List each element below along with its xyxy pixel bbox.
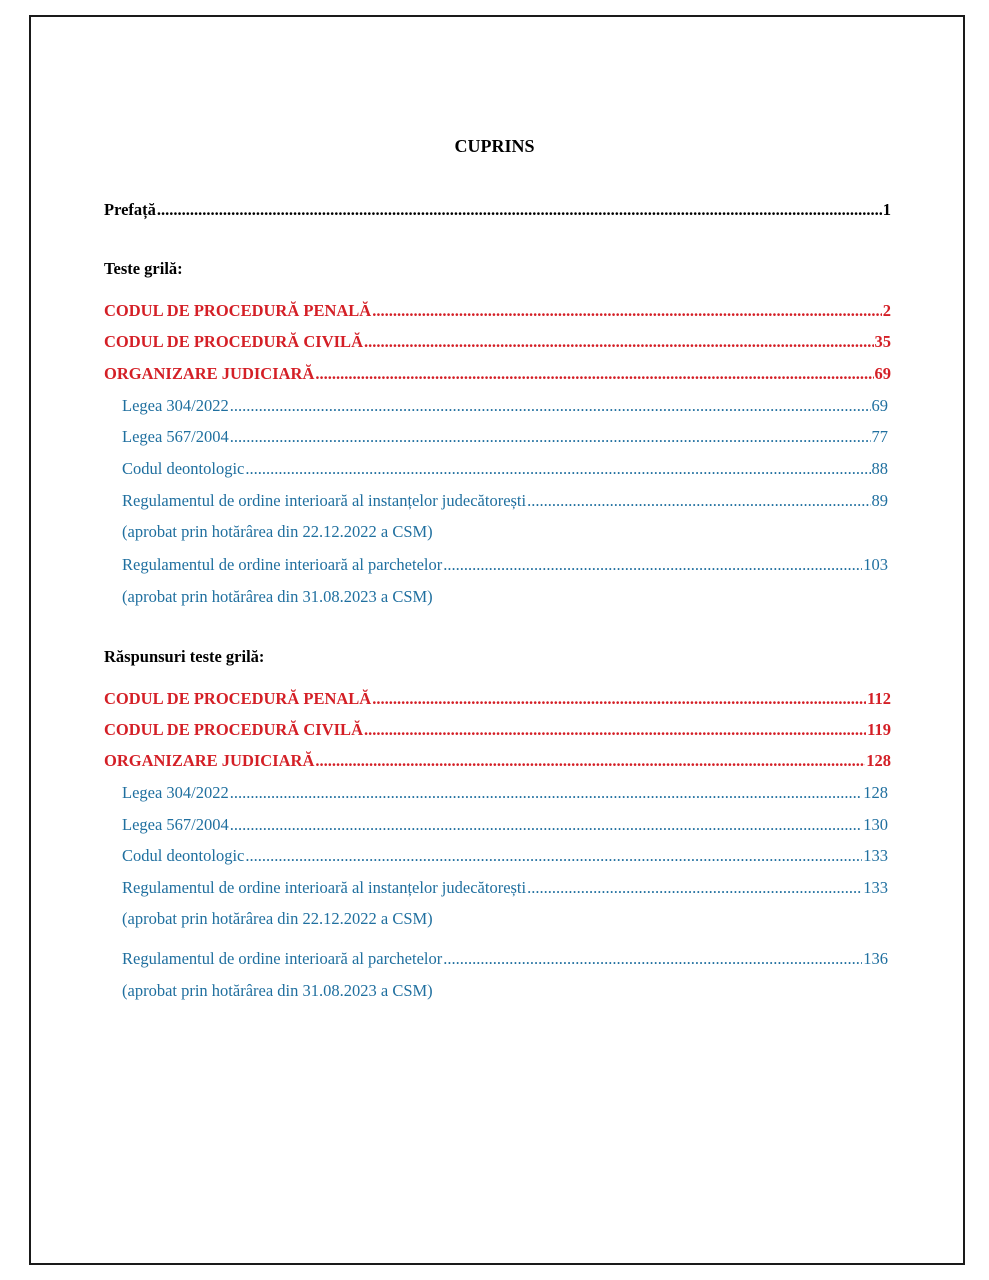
toc-entry-label: Codul deontologic <box>122 846 245 865</box>
toc-page-number: 130 <box>863 815 888 834</box>
toc-entry-label: Regulamentul de ordine interioară al instanțelor judecătorești <box>122 491 527 510</box>
toc-page-number: 69 <box>871 396 888 415</box>
dot-leader <box>315 364 873 384</box>
toc-page-number: 103 <box>863 555 888 574</box>
section-heading-tests: Teste grilă: <box>104 259 183 278</box>
toc-entry-label: Legea 304/2022 <box>122 396 229 415</box>
toc-entry-label: Prefață <box>104 200 156 219</box>
toc-subentry-legea-567-answers[interactable] <box>122 815 888 835</box>
toc-subentry-codul-deontologic[interactable] <box>122 459 888 479</box>
toc-subentry-regulament-instante-answers[interactable] <box>122 878 888 898</box>
toc-page-number: 35 <box>874 332 891 351</box>
toc-entry-label: Codul deontologic <box>122 459 245 478</box>
toc-subentry-regulament-parchete-answers[interactable] <box>122 949 888 969</box>
section-heading-answers: Răspunsuri teste grilă: <box>104 647 265 666</box>
toc-page-number: 69 <box>874 364 891 383</box>
toc-entry-label: Regulamentul de ordine interioară al parchetelor <box>122 949 443 968</box>
dot-leader <box>245 459 870 479</box>
dot-leader <box>245 846 862 866</box>
toc-entry-label: Legea 567/2004 <box>122 815 229 834</box>
toc-entry-label: CODUL DE PROCEDURĂ PENALĂ <box>104 689 372 708</box>
toc-page-number: 128 <box>863 783 888 802</box>
toc-subentry-note: (aprobat prin hotărârea din 22.12.2022 a CSM) <box>122 522 433 541</box>
toc-entry-label: Legea 304/2022 <box>122 783 229 802</box>
toc-subentry-legea-304[interactable] <box>122 396 888 416</box>
toc-entry-label: Regulamentul de ordine interioară al parchetelor <box>122 555 443 574</box>
dot-leader <box>527 878 862 898</box>
toc-entry-label: ORGANIZARE JUDICIARĂ <box>104 364 315 383</box>
toc-page-number: 77 <box>871 427 888 446</box>
toc-entry-label: CODUL DE PROCEDURĂ CIVILĂ <box>104 332 363 351</box>
toc-page-number: 112 <box>867 689 891 708</box>
dot-leader <box>230 396 871 416</box>
toc-page-number: 128 <box>866 751 891 770</box>
toc-entry-label: CODUL DE PROCEDURĂ CIVILĂ <box>104 720 363 739</box>
toc-subentry-note: (aprobat prin hotărârea din 22.12.2022 a CSM) <box>122 909 433 928</box>
dot-leader <box>230 815 862 835</box>
dot-leader <box>527 491 870 511</box>
toc-entry-cpp[interactable] <box>104 301 891 321</box>
toc-subentry-legea-304-answers[interactable] <box>122 783 888 803</box>
toc-entry-preface[interactable] <box>104 200 891 220</box>
toc-entry-cpp-answers[interactable] <box>104 689 891 709</box>
toc-entry-label: Legea 567/2004 <box>122 427 229 446</box>
dot-leader <box>230 427 871 447</box>
toc-entry-cpc-answers[interactable] <box>104 720 891 740</box>
dot-leader <box>157 200 882 220</box>
dot-leader <box>443 555 862 575</box>
dot-leader <box>230 783 862 803</box>
dot-leader <box>443 949 862 969</box>
dot-leader <box>364 332 874 352</box>
toc-page-number: 133 <box>863 878 888 897</box>
toc-page-number: 119 <box>867 720 891 739</box>
toc-subentry-regulament-instante[interactable] <box>122 491 888 511</box>
toc-subentry-codul-deontologic-answers[interactable] <box>122 846 888 866</box>
dot-leader <box>372 689 866 709</box>
page-title: CUPRINS <box>454 136 535 156</box>
toc-subentry-regulament-parchete[interactable] <box>122 555 888 575</box>
toc-entry-organizare-answers[interactable] <box>104 751 891 771</box>
toc-subentry-note: (aprobat prin hotărârea din 31.08.2023 a CSM) <box>122 587 433 606</box>
toc-entry-cpc[interactable] <box>104 332 891 352</box>
toc-page-number: 136 <box>863 949 888 968</box>
toc-page-number: 1 <box>882 200 891 219</box>
toc-entry-label: CODUL DE PROCEDURĂ PENALĂ <box>104 301 372 320</box>
dot-leader <box>315 751 865 771</box>
toc-entry-label: Regulamentul de ordine interioară al instanțelor judecătorești <box>122 878 527 897</box>
toc-subentry-legea-567[interactable] <box>122 427 888 447</box>
toc-page-number: 88 <box>871 459 888 478</box>
dot-leader <box>364 720 866 740</box>
toc-page-number: 133 <box>863 846 888 865</box>
toc-subentry-note: (aprobat prin hotărârea din 31.08.2023 a CSM) <box>122 981 433 1000</box>
toc-entry-organizare[interactable] <box>104 364 891 384</box>
toc-entry-label: ORGANIZARE JUDICIARĂ <box>104 751 315 770</box>
toc-page-number: 2 <box>882 301 891 320</box>
toc-page-number: 89 <box>871 491 888 510</box>
dot-leader <box>372 301 882 321</box>
